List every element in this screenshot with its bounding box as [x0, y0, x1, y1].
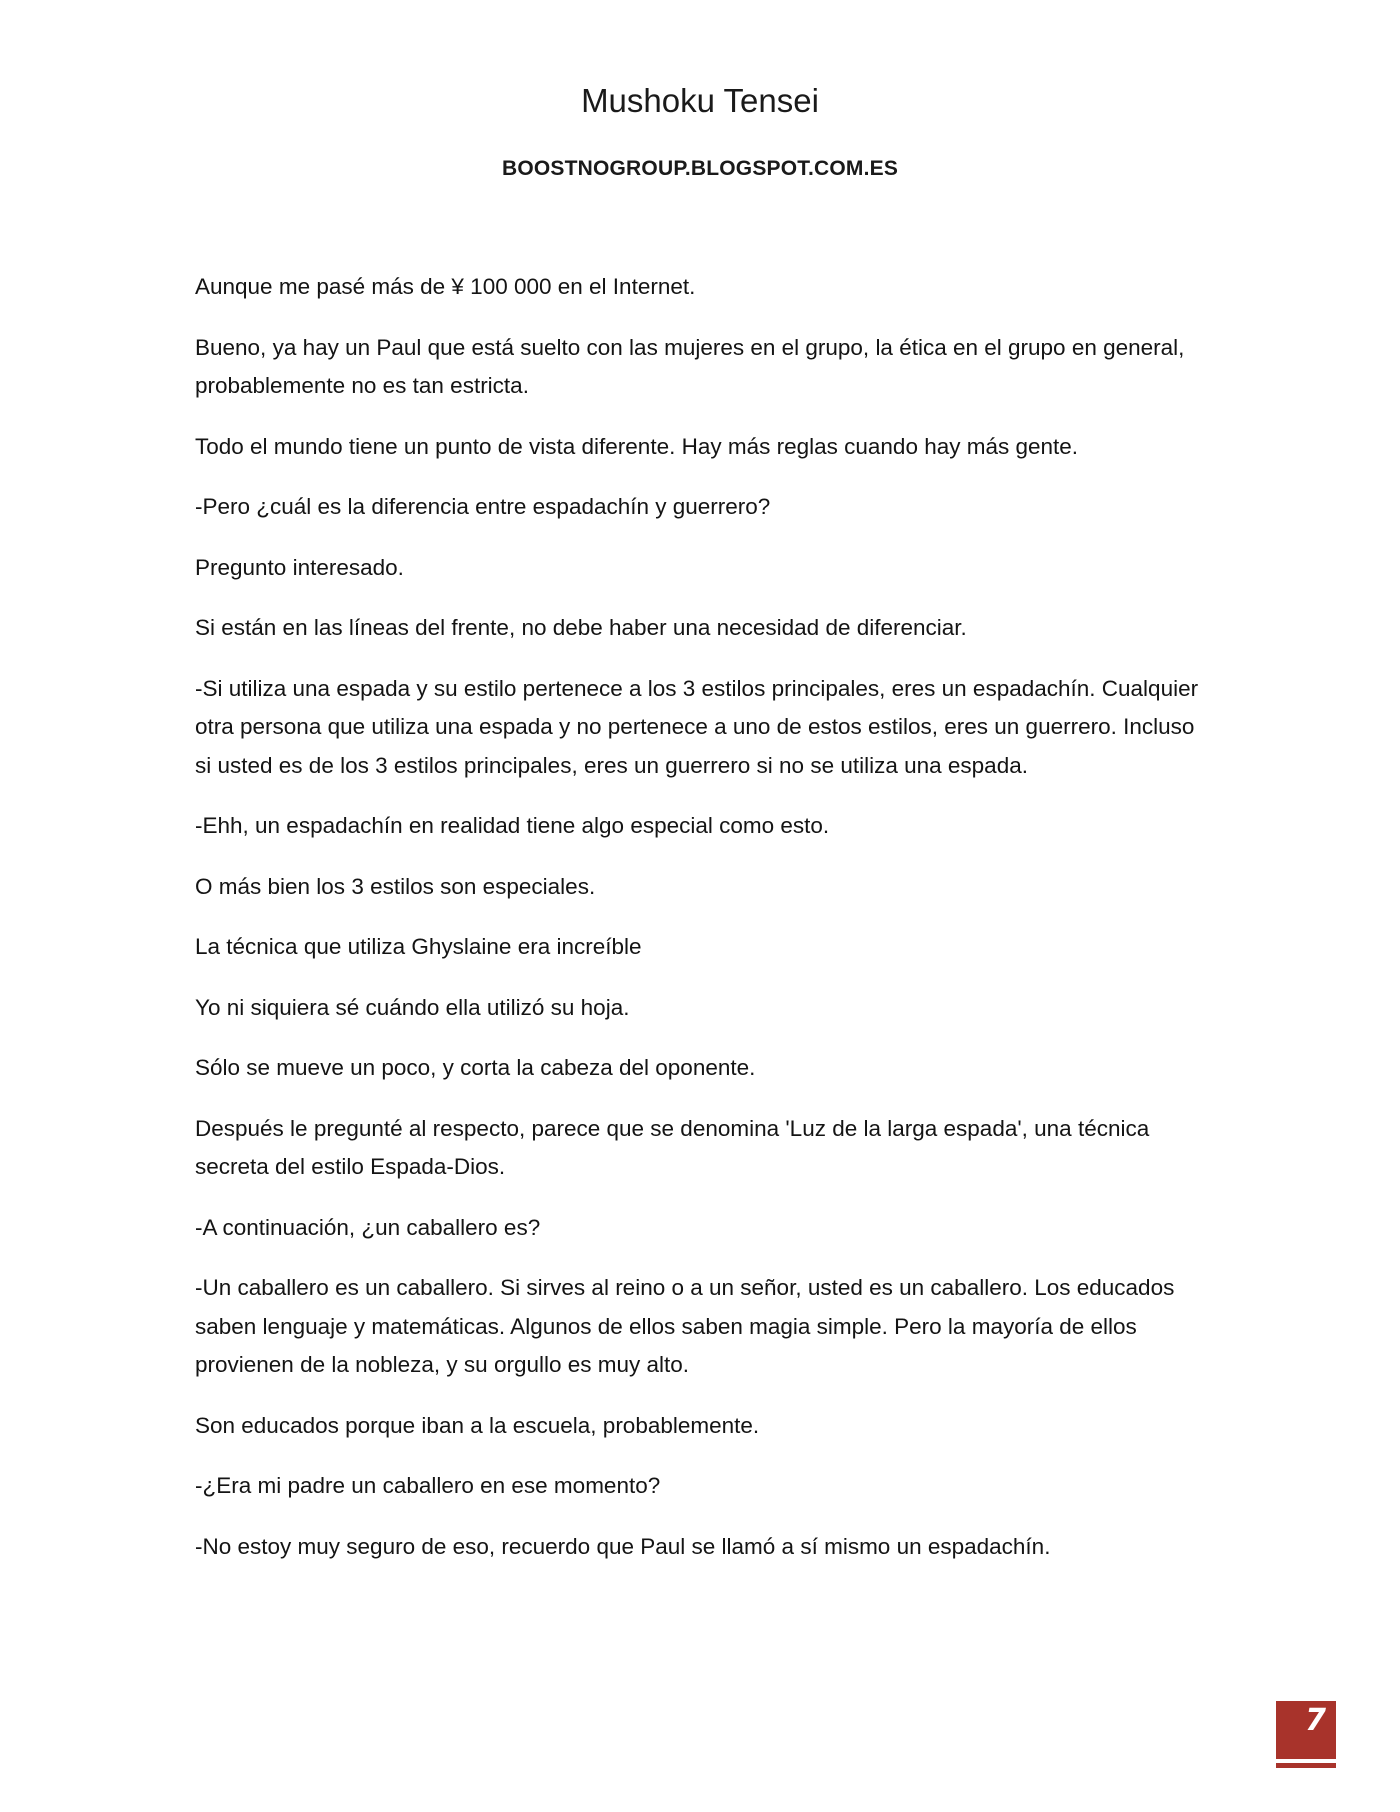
page-title: Mushoku Tensei	[581, 82, 819, 119]
site-url: BOOSTNOGROUP.BLOGSPOT.COM.ES	[501, 157, 899, 180]
paragraph: Aunque me pasé más de ¥ 100 000 en el Internet.	[195, 274, 696, 299]
paragraph: Sólo se mueve un poco, y corta la cabeza del oponente.	[195, 1055, 756, 1080]
page-number: 7	[1305, 1703, 1326, 1738]
paragraph: O más bien los 3 estilos son especiales.	[195, 873, 596, 899]
page-number-underline	[1276, 1763, 1336, 1768]
paragraph: Todo el mundo tiene un punto de vista diferente. Hay más reglas cuando hay más gente.	[195, 433, 1079, 459]
paragraph: -Pero ¿cuál es la diferencia entre espadachín y guerrero?	[195, 494, 771, 519]
page-number-badge	[1276, 1701, 1336, 1759]
paragraph: -¿Era mi padre un caballero en ese momento?	[195, 1473, 661, 1498]
paragraph: La técnica que utiliza Ghyslaine era increíble	[195, 934, 642, 959]
paragraph: -Si utiliza una espada y su estilo pertenece a los 3 estilos principales, eres un espadachín. Cualquier otra persona que utiliza una espada y no pertenece a uno de estos estilos, eres un guerrero. Incluso si usted es de los 3 estilos principales, eres un guerrero si no se utiliza una espada.	[195, 675, 1199, 778]
body-text	[195, 268, 1210, 1588]
paragraph: Si están en las líneas del frente, no debe haber una necesidad de diferenciar.	[195, 615, 967, 640]
paragraph: Bueno, ya hay un Paul que está suelto con las mujeres en el grupo, la ética en el grupo en general, probablemente no es tan estricta.	[195, 334, 1185, 398]
paragraph: Yo ni siquiera sé cuándo ella utilizó su hoja.	[195, 994, 630, 1020]
paragraph: -Ehh, un espadachín en realidad tiene algo especial como esto.	[195, 813, 830, 838]
paragraph: -No estoy muy seguro de eso, recuerdo que Paul se llamó a sí mismo un espadachín.	[195, 1533, 1051, 1559]
paragraph: Después le pregunté al respecto, parece que se denomina 'Luz de la larga espada', una técnica secreta del estilo Espada-Dios.	[195, 1115, 1150, 1179]
paragraph: Son educados porque iban a la escuela, probablemente.	[195, 1412, 760, 1438]
paragraph: -A continuación, ¿un caballero es?	[195, 1214, 541, 1240]
paragraph: Pregunto interesado.	[195, 554, 404, 580]
paragraph: -Un caballero es un caballero. Si sirves al reino o a un señor, usted es un caballero. Los educados saben lenguaje y matemáticas. Algunos de ellos saben magia simple. Pero la mayoría de ellos provienen de la nobleza, y su orgullo es muy alto.	[195, 1275, 1175, 1377]
